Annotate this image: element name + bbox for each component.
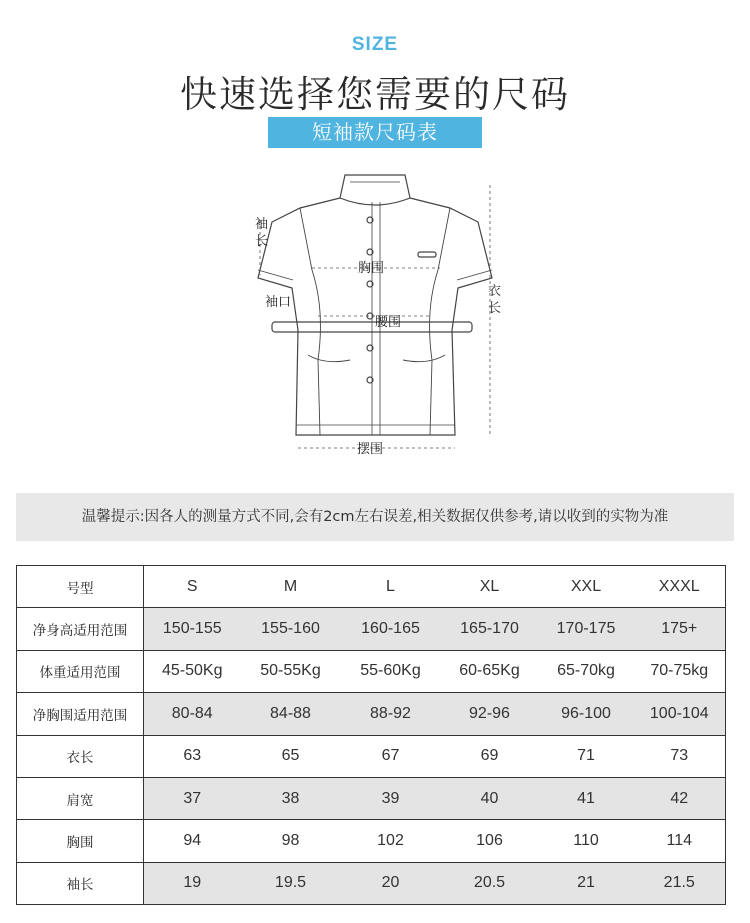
garment-diagram	[200, 160, 550, 470]
label-length-2: 长	[488, 301, 502, 316]
table-row	[17, 735, 726, 777]
table-row	[17, 608, 726, 650]
table-cell: 67	[341, 735, 441, 777]
table-row	[17, 820, 726, 862]
table-cell: 165-170	[441, 608, 539, 650]
table-row	[17, 650, 726, 692]
row-label: 袖长	[17, 862, 144, 904]
table-cell: 69	[441, 735, 539, 777]
table-cell: M	[241, 566, 341, 608]
table-cell: 37	[144, 777, 241, 819]
table-cell: 45-50Kg	[144, 650, 241, 692]
table-cell: 150-155	[144, 608, 241, 650]
table-cell: S	[144, 566, 241, 608]
table-cell: 71	[539, 735, 634, 777]
size-chart-banner: 短袖款尺码表	[268, 117, 482, 148]
table-cell: 55-60Kg	[341, 650, 441, 692]
table-cell: 60-65Kg	[441, 650, 539, 692]
table-cell: 102	[341, 820, 441, 862]
row-label: 体重适用范围	[17, 650, 144, 692]
table-cell: 65-70kg	[539, 650, 634, 692]
table-cell: 110	[539, 820, 634, 862]
table-cell: 19	[144, 862, 241, 904]
table-cell: 39	[341, 777, 441, 819]
table-cell: L	[341, 566, 441, 608]
table-cell: 20.5	[441, 862, 539, 904]
row-label: 肩宽	[17, 777, 144, 819]
table-cell: 94	[144, 820, 241, 862]
table-cell: 70-75kg	[634, 650, 726, 692]
table-cell: 106	[441, 820, 539, 862]
page-title: 快速选择您需要的尺码	[180, 73, 570, 116]
table-cell: XXL	[539, 566, 634, 608]
table-cell: 65	[241, 735, 341, 777]
table-row	[17, 566, 726, 608]
table-cell: 63	[144, 735, 241, 777]
label-chest: 胸围	[358, 261, 385, 276]
table-cell: 73	[634, 735, 726, 777]
table-cell: 114	[634, 820, 726, 862]
collar-shape	[340, 175, 410, 205]
table-cell: 21	[539, 862, 634, 904]
table-cell: 41	[539, 777, 634, 819]
table-cell: 100-104	[634, 693, 726, 735]
table-cell: 92-96	[441, 693, 539, 735]
table-cell: 84-88	[241, 693, 341, 735]
row-label: 净身高适用范围	[17, 608, 144, 650]
table-cell: 50-55Kg	[241, 650, 341, 692]
table-cell: 88-92	[341, 693, 441, 735]
row-label: 净胸围适用范围	[17, 693, 144, 735]
table-cell: 170-175	[539, 608, 634, 650]
table-cell: XXXL	[634, 566, 726, 608]
table-cell: 40	[441, 777, 539, 819]
table-cell: 20	[341, 862, 441, 904]
table-cell: 155-160	[241, 608, 341, 650]
row-label: 胸围	[17, 820, 144, 862]
table-cell: 80-84	[144, 693, 241, 735]
size-label: SIZE	[351, 34, 399, 55]
table-row	[17, 693, 726, 735]
table-cell: 98	[241, 820, 341, 862]
row-label: 号型	[17, 566, 144, 608]
table-row	[17, 862, 726, 904]
table-cell: 175+	[634, 608, 726, 650]
table-row	[17, 777, 726, 819]
label-sleeve-length-2: 长	[255, 234, 269, 249]
label-sleeve-length-1: 袖	[255, 217, 269, 232]
table-cell: 96-100	[539, 693, 634, 735]
label-length-1: 衣	[488, 284, 502, 299]
table-cell: XL	[441, 566, 539, 608]
size-table	[16, 565, 726, 905]
label-cuff: 袖口	[265, 295, 292, 310]
table-cell: 19.5	[241, 862, 341, 904]
label-waist: 腰围	[375, 315, 402, 330]
table-cell: 38	[241, 777, 341, 819]
table-cell: 160-165	[341, 608, 441, 650]
measurement-notice: 温馨提示:因各人的测量方式不同,会有2cm左右误差,相关数据仅供参考,请以收到的实物为准	[16, 493, 734, 541]
table-cell: 21.5	[634, 862, 726, 904]
table-cell: 42	[634, 777, 726, 819]
row-label: 衣长	[17, 735, 144, 777]
label-hem: 摆围	[357, 442, 384, 457]
